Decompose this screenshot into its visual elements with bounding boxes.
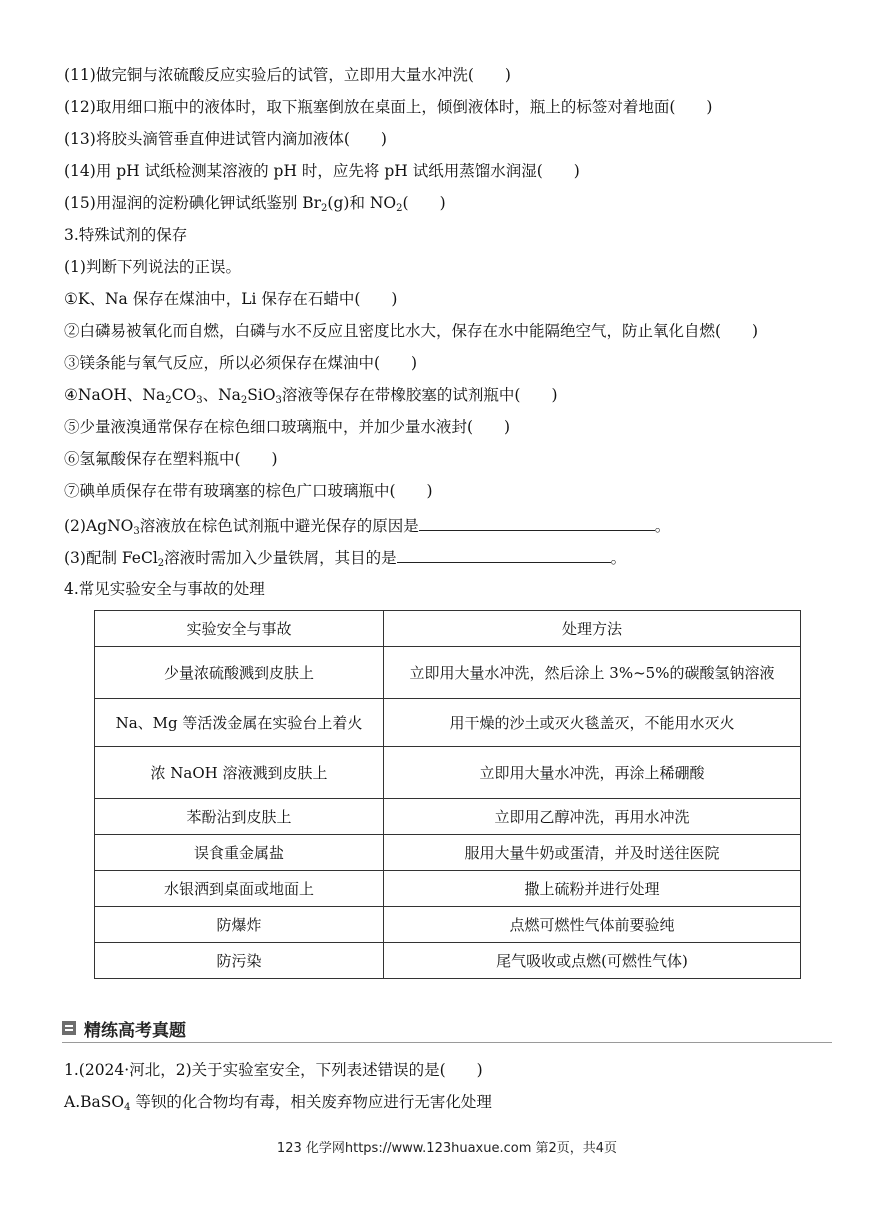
storage-item-3: ③镁条能与氧气反应，所以必须保存在煤油中( ) <box>64 354 418 372</box>
q13: (13)将胶头滴管垂直伸进试管内滴加液体( ) <box>64 130 387 148</box>
section-title: 精练高考真题 <box>84 1020 186 1041</box>
q15: (15)用湿润的淀粉碘化钾试纸鉴别 $Br_2(g)$和 $NO_2$( ) <box>64 194 446 214</box>
table-row <box>95 907 801 943</box>
page-footer: 123 化学网https://www.123huaxue.com 第2页，共4页 <box>276 1141 618 1156</box>
storage-item-6: ⑥氢氟酸保存在塑料瓶中( ) <box>64 450 278 468</box>
document-icon <box>62 1021 76 1035</box>
table-row <box>95 799 801 835</box>
storage-item-1: ①K、Na 保存在煤油中，Li 保存在石蜡中( ) <box>64 290 398 308</box>
table-cell: 水银洒到桌面或地面上 <box>95 871 384 907</box>
table-cell: 立即用大量水冲洗，然后涂上 3%~5%的碳酸氢钠溶液 <box>384 647 801 699</box>
storage-heading: 3.特殊试剂的保存 <box>64 226 188 244</box>
table-cell: 用干燥的沙土或灭火毯盖灭，不能用水灭火 <box>384 699 801 747</box>
q11: (11)做完铜与浓硫酸反应实验后的试管，立即用大量水冲洗( ) <box>64 66 511 84</box>
table-cell: 立即用大量水冲洗，再涂上稀硼酸 <box>384 747 801 799</box>
table-row <box>95 871 801 907</box>
table-row <box>95 747 801 799</box>
table-cell: 防爆炸 <box>95 907 384 943</box>
table-header-row <box>95 611 801 647</box>
storage-item-2: ②白磷易被氧化而自燃，白磷与水不反应且密度比水大，保存在水中能隔绝空气，防止氧化自燃( ) <box>64 322 759 340</box>
q14: (14)用 pH 试纸检测某溶液的 pH 时，应先将 pH 试纸用蒸馏水润湿( ) <box>64 162 580 180</box>
table-header-cell: 处理方法 <box>384 611 801 647</box>
storage-question-3: (3)配制 FeCl$_2$溶液时需加入少量铁屑，其目的是 。 <box>64 546 626 575</box>
section-divider <box>62 1042 832 1043</box>
table-cell: 服用大量牛奶或蛋清，并及时送往医院 <box>384 835 801 871</box>
table-cell: 撒上硫粉并进行处理 <box>384 871 801 907</box>
section-header <box>62 1016 186 1040</box>
storage-question-2: (2)AgNO$_3$溶液放在棕色试剂瓶中避光保存的原因是 。 <box>64 514 670 543</box>
table-cell: 点燃可燃性气体前要验纯 <box>384 907 801 943</box>
table-cell: 苯酚沾到皮肤上 <box>95 799 384 835</box>
table-header-cell: 实验安全与事故 <box>95 611 384 647</box>
table-cell: Na、Mg 等活泼金属在实验台上着火 <box>95 699 384 747</box>
answer-blank[interactable] <box>397 546 611 563</box>
safety-heading: 4.常见实验安全与事故的处理 <box>64 580 265 598</box>
table-row <box>95 647 801 699</box>
table-row <box>95 835 801 871</box>
storage-item-4: ④NaOH、$Na_2CO_3$、$Na_2SiO_3$溶液等保存在带橡胶塞的试剂瓶中( ) <box>64 386 558 406</box>
storage-item-7: ⑦碘单质保存在带有玻璃塞的棕色广口玻璃瓶中( ) <box>64 482 433 500</box>
table-cell: 防污染 <box>95 943 384 979</box>
table-row <box>95 943 801 979</box>
table-cell: 误食重金属盐 <box>95 835 384 871</box>
safety-table <box>94 610 801 979</box>
table-cell: 少量浓硫酸溅到皮肤上 <box>95 647 384 699</box>
table-row <box>95 699 801 747</box>
exam-option-a: A.BaSO$_4$ 等钡的化合物均有毒，相关废弃物应进行无害化处理 <box>64 1093 492 1113</box>
answer-blank[interactable] <box>419 514 655 531</box>
storage-intro: (1)判断下列说法的正误。 <box>64 258 241 276</box>
storage-item-5: ⑤少量液溴通常保存在棕色细口玻璃瓶中，并加少量水液封( ) <box>64 418 511 436</box>
exam-question-1: 1.(2024·河北，2)关于实验室安全，下列表述错误的是( ) <box>64 1061 483 1079</box>
table-cell: 立即用乙醇冲洗，再用水冲洗 <box>384 799 801 835</box>
table-cell: 浓 NaOH 溶液溅到皮肤上 <box>95 747 384 799</box>
table-cell: 尾气吸收或点燃(可燃性气体) <box>384 943 801 979</box>
q12: (12)取用细口瓶中的液体时，取下瓶塞倒放在桌面上，倾倒液体时，瓶上的标签对着地面( ) <box>64 98 713 116</box>
